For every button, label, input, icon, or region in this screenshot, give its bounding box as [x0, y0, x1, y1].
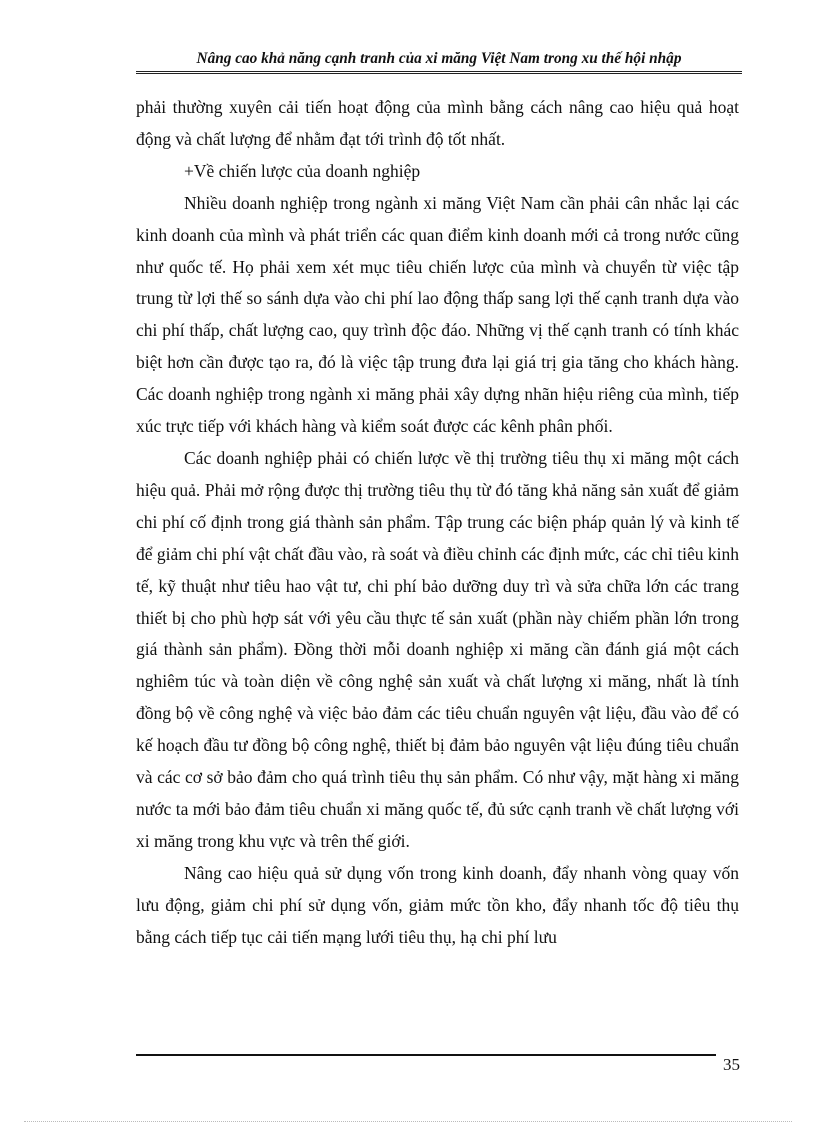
running-header-title: Nâng cao khả năng cạnh tranh của xi măng Việt Nam trong xu thế hội nhập [196, 50, 682, 67]
paragraph: Nâng cao hiệu quả sử dụng vốn trong kinh doanh, đẩy nhanh vòng quay vốn lưu động, giảm chi phí sử dụng vốn, giảm mức tồn kho, đẩy nhanh tốc độ tiêu thụ bằng cách tiếp tục cải tiến mạng lưới tiêu thụ, hạ chi phí lưu [136, 862, 739, 947]
paragraph: Nhiều doanh nghiệp trong ngành xi măng Việt Nam cần phải cân nhắc lại các kinh doanh của mình và phát triển các quan điểm kinh doanh mới cả trong nước cũng như quốc tế. Họ phải xem xét mục tiêu chiến lược của mình và chuyển từ việc tập trung từ lợi thế so sánh dựa vào chi phí lao động thấp sang lợi thế cạnh tranh dựa vào chi phí thấp, chất lượng cao, quy trình độc đáo. Những vị thế cạnh tranh có tính khác biệt hơn cần được tạo ra, đó là việc tập trung đưa lại giá trị gia tăng cho khách hàng. Các doanh nghiệp trong ngành xi măng phải xây dựng nhãn hiệu riêng của mình, tiếp xúc trực tiếp với khách hàng và kiểm soát được các kênh phân phối. [136, 192, 739, 437]
header-rule [136, 71, 742, 74]
footer-rule [136, 1054, 716, 1056]
page-number: 35 [723, 1055, 740, 1074]
body-text [136, 92, 739, 953]
section-heading-strategy: +Về chiến lược của doanh nghiệp [184, 160, 421, 181]
paragraph-continuation: phải thường xuyên cải tiến hoạt động của mình bằng cách nâng cao hiệu quả hoạt động và chất lượng để nhằm đạt tới trình độ tốt nhất. [136, 97, 739, 149]
paragraph: Các doanh nghiệp phải có chiến lược về thị trường tiêu thụ xi măng một cách hiệu quả. Phải mở rộng được thị trường tiêu thụ từ đó tăng khả năng sản xuất để giảm chi phí cố định trong giá thành sản phẩm. Tập trung các biện pháp quản lý và kinh tế để giảm chi phí vật chất đầu vào, rà soát và điều chỉnh các định mức, các chỉ tiêu kinh tế, kỹ thuật như tiêu hao vật tư, chi phí bảo dưỡng duy trì và sửa chữa lớn các trang thiết bị cho phù hợp sát với yêu cầu thực tế sản xuất (phần này chiếm phần lớn trong giá thành sản phẩm). Đồng thời mỗi doanh nghiệp xi măng cần đánh giá một cách nghiêm túc và toàn diện về công nghệ sản xuất và chất lượng xi măng, nhất là tính đồng bộ về công nghệ và việc bảo đảm các tiêu chuẩn nguyên vật liệu, đầu vào để có kế hoạch đầu tư đồng bộ công nghệ, thiết bị đảm bảo nguyên vật liệu đúng tiêu chuẩn và các cơ sở bảo đảm cho quá trình tiêu thụ sản phẩm. Có như vậy, mặt hàng xi măng nước ta mới bảo đảm tiêu chuẩn xi măng quốc tế, đủ sức cạnh tranh về chất lượng với xi măng trong khu vực và trên thế giới. [136, 447, 739, 851]
page-edge-divider [24, 1121, 792, 1122]
